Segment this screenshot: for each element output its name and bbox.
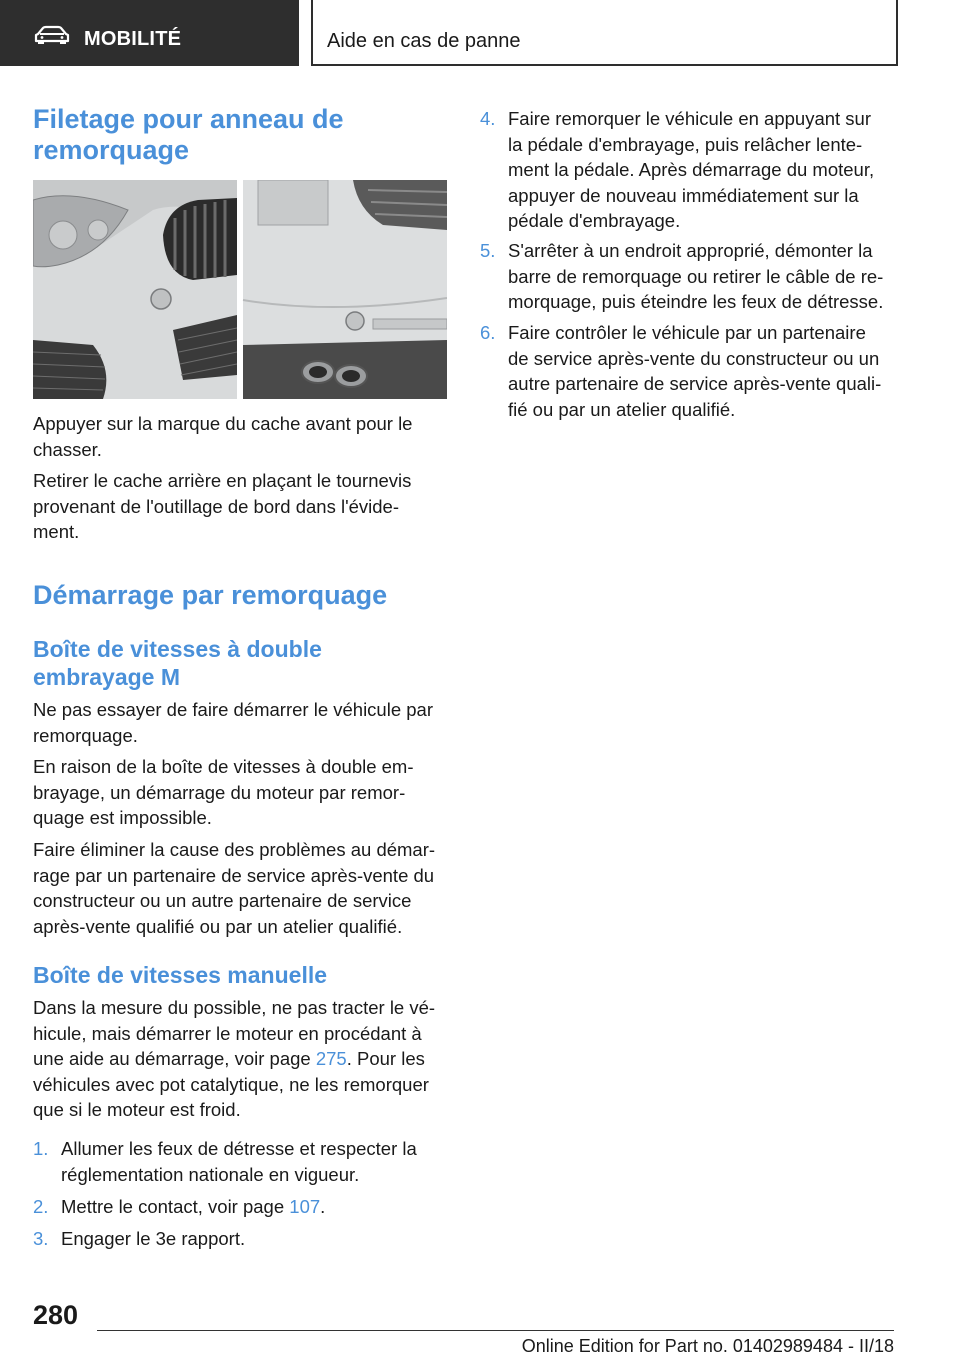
step-number: 1.: [33, 1138, 49, 1159]
text-line: Appuyer sur la marque du cache avant pour le: [33, 413, 413, 434]
text-line: réglementation nationale en vigueur.: [61, 1163, 360, 1185]
step-number: 5.: [480, 240, 496, 261]
step-text: Engager le 3e rapport.: [61, 1228, 246, 1249]
step-number: 4.: [480, 108, 496, 129]
chapter-title: Aide en cas de panne: [327, 30, 521, 52]
page-link-275[interactable]: 275: [315, 1048, 347, 1069]
text-line: de service après-vente du constructeur ou un: [508, 347, 880, 369]
chapter-header: [311, 0, 898, 66]
text-line: véhicules avec pot catalytique, ne les remorquer: [33, 1073, 429, 1095]
paragraph-front-cover: [33, 411, 412, 462]
text-line: Dans la mesure du possible, ne pas tracter le vé‐: [33, 997, 436, 1018]
text-line: fié ou par un atelier qualifié.: [508, 398, 736, 420]
text-line: Faire remorquer le véhicule en appuyant sur: [508, 108, 871, 129]
step-number: 6.: [480, 322, 496, 343]
edition-note: Online Edition for Part no. 01402989484 - II/18: [521, 1336, 894, 1356]
bumper-illustration: [33, 180, 447, 399]
text-line: brayage, un démarrage du moteur par remor‐: [33, 781, 406, 803]
step-number: 2.: [33, 1196, 49, 1217]
heading-line: remorquage: [33, 135, 190, 165]
text-line: S'arrêter à un endroit approprié, démonter la: [508, 240, 873, 261]
car-icon: [34, 25, 70, 45]
step-text: [61, 1194, 325, 1220]
heading-thread: [33, 104, 344, 166]
text-line: Retirer le cache arrière en plaçant le tournevis: [33, 470, 412, 491]
text-line: chasser.: [33, 438, 102, 460]
text-line: barre de remorquage ou retirer le câble de re‐: [508, 265, 884, 287]
text-line: Ne pas essayer de faire démarrer le véhicule par: [33, 699, 433, 720]
list-item: [480, 320, 900, 424]
paragraph-no-tow-start: [33, 697, 433, 748]
heading-tow-start: Démarrage par remorquage: [33, 580, 388, 610]
text-line: provenant de l'outillage de bord dans l'évide‐: [33, 495, 400, 517]
step-text: [61, 1136, 417, 1187]
text-line: En raison de la boîte de vitesses à double em‐: [33, 756, 414, 777]
text-line: remorquage.: [33, 724, 138, 746]
step-text: [508, 238, 883, 315]
heading-manual: Boîte de vitesses manuelle: [33, 962, 328, 988]
text-line: .: [320, 1196, 326, 1217]
heading-line: embrayage M: [33, 664, 181, 690]
list-item: [33, 1136, 447, 1188]
text-line: constructeur ou un autre partenaire de service: [33, 890, 412, 911]
text-line: Faire contrôler le véhicule par un partenaire: [508, 322, 866, 343]
text-line: rage par un partenaire de service après-vente du: [33, 864, 435, 886]
page-number: 280: [33, 1300, 79, 1330]
list-item: [33, 1226, 447, 1252]
text-line: autre partenaire de service après-vente quali‐: [508, 373, 882, 394]
text-line: Faire éliminer la cause des problèmes au démar‐: [33, 839, 436, 860]
paragraph-service: [33, 837, 435, 939]
text-line: Mettre le contact, voir page: [61, 1196, 290, 1217]
section-tab: [0, 0, 299, 66]
section-title: MOBILITÉ: [84, 28, 182, 50]
step-text: [508, 320, 881, 422]
text-line: hicule, mais démarrer le moteur en procédant à: [33, 1022, 422, 1044]
paragraph-dct-reason: [33, 754, 414, 831]
heading-line: Filetage pour anneau de: [33, 104, 344, 134]
list-item: [480, 106, 900, 236]
text-line: . Pour les: [346, 1048, 425, 1069]
text-line: que si le moteur est froid.: [33, 1099, 241, 1120]
list-item: [33, 1194, 447, 1220]
text-line: ment la pédale. Après démarrage du moteur,: [508, 159, 875, 180]
heading-line: Boîte de vitesses à double: [33, 636, 322, 662]
page-link-107[interactable]: 107: [289, 1196, 321, 1217]
step-text: [508, 106, 874, 234]
text-line: morquage, puis éteindre les feux de détresse.: [508, 291, 884, 312]
text-line: quage est impossible.: [33, 807, 212, 828]
paragraph-manual: [33, 995, 435, 1123]
text-line: Allumer les feux de détresse et respecter la: [61, 1138, 417, 1159]
heading-dct: [33, 635, 322, 691]
text-line: une aide au démarrage, voir page: [33, 1048, 316, 1069]
step-number: 3.: [33, 1228, 49, 1249]
text-line: ment.: [33, 521, 80, 542]
text-line: la pédale d'embrayage, puis relâcher lente‐: [508, 133, 863, 155]
paragraph-rear-cover: [33, 468, 411, 545]
list-item: [480, 238, 900, 316]
text-line: appuyer de nouveau immédiatement sur la: [508, 184, 859, 206]
footer-divider: [97, 1330, 894, 1331]
text-line: pédale d'embrayage.: [508, 210, 681, 231]
text-line: après-vente qualifié ou par un atelier qualifié.: [33, 915, 403, 937]
